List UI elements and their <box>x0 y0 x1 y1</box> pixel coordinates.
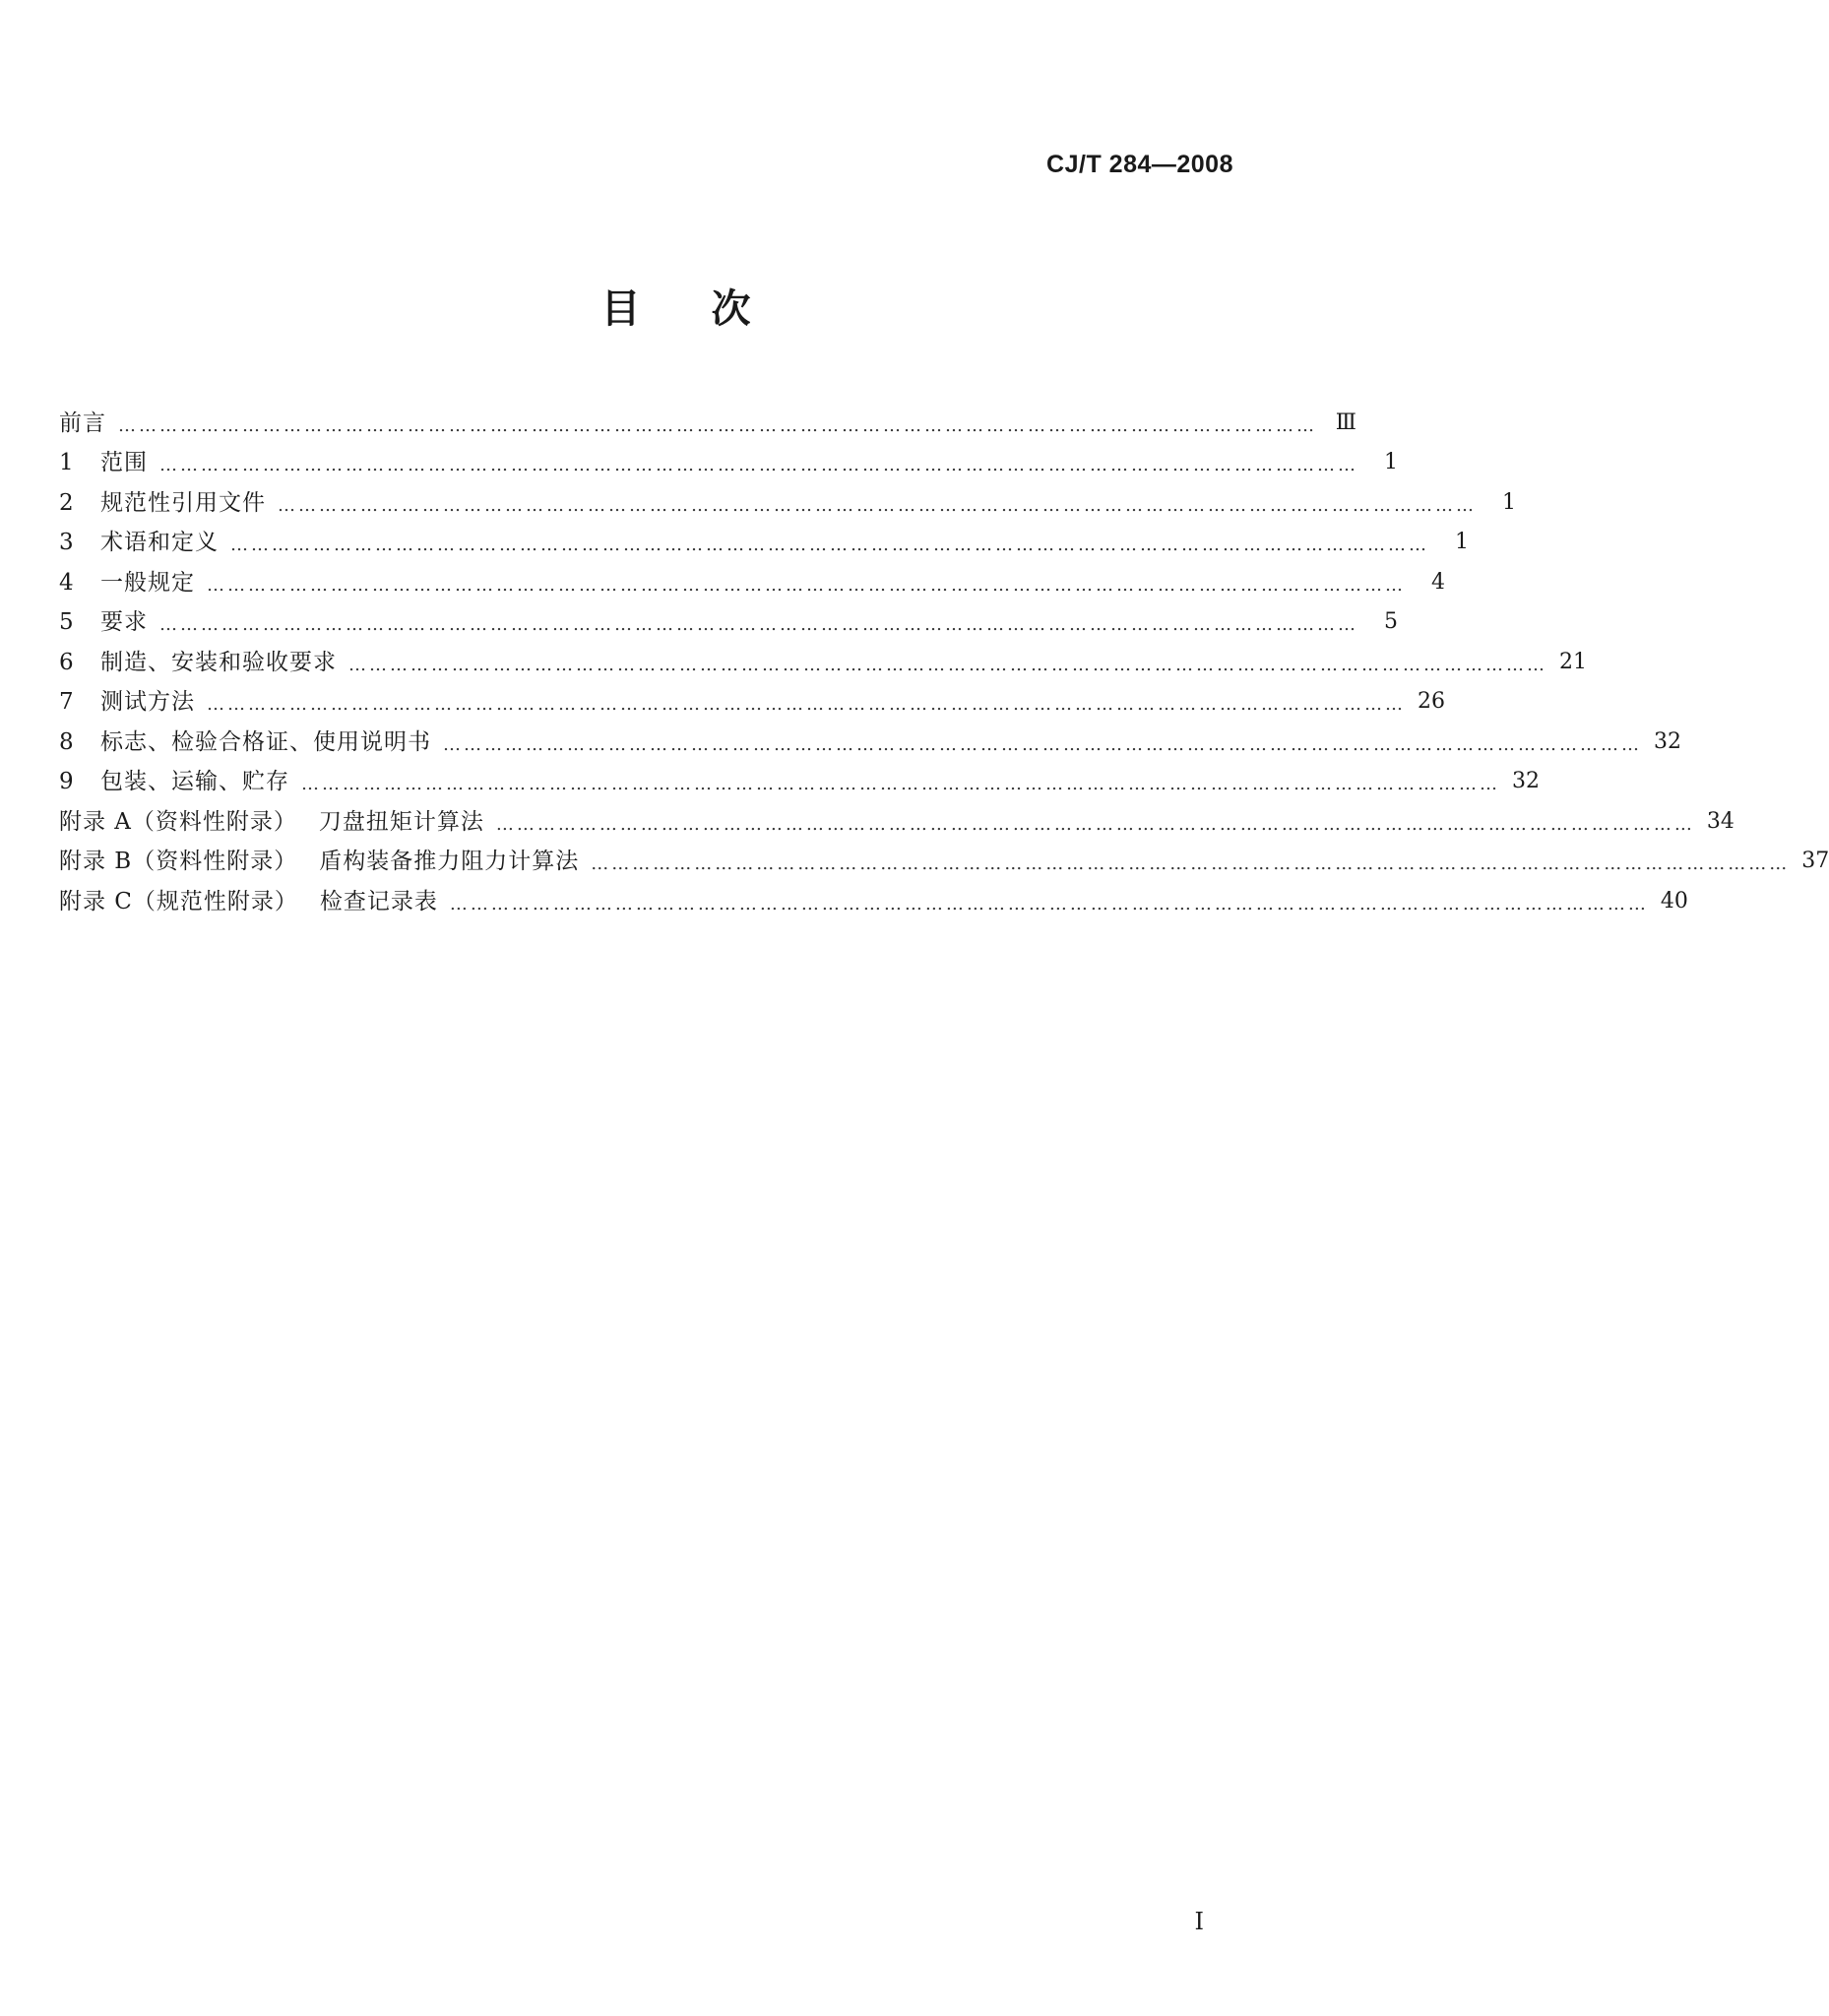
toc-entry-page: 1 <box>1455 530 1469 554</box>
toc-entry-title: 附录 B（资料性附录） <box>59 849 298 874</box>
toc-entry-number: 6 <box>59 649 74 675</box>
toc-leader-dots: ………………………………………………………………………………………………………………………………………………………… <box>495 813 1695 835</box>
toc-entry-requirements[interactable] <box>59 598 1398 638</box>
toc-leader-dots: ………………………………………………………………………………………………………………………………………………………… <box>230 535 1429 555</box>
toc-entry-number: 7 <box>59 689 74 715</box>
toc-entry-page: 5 <box>1384 609 1398 634</box>
toc-entry-subtitle: 检查记录表 <box>319 888 438 914</box>
toc-entry-subtitle: 刀盘扭矩计算法 <box>318 808 484 835</box>
toc-entry-scope[interactable] <box>59 438 1398 478</box>
toc-entry-page: 21 <box>1559 649 1587 674</box>
toc-title: 目次 <box>600 286 822 332</box>
standard-code: CJ/T 284—2008 <box>1046 151 1233 178</box>
toc-entry-test-methods[interactable] <box>59 677 1445 718</box>
toc-entry-marking[interactable] <box>59 717 1681 757</box>
toc-entry-foreword[interactable] <box>59 398 1356 438</box>
toc-entry-annex-a[interactable] <box>59 796 1734 837</box>
toc-entry-normative-references[interactable] <box>59 477 1516 518</box>
toc-entry-title: 测试方法 <box>100 689 195 715</box>
toc-entry-number: 1 <box>59 450 74 475</box>
toc-leader-dots: ………………………………………………………………………………………………………………………………………………………… <box>207 694 1406 715</box>
toc-entry-number: 3 <box>59 530 74 555</box>
toc-entry-title: 附录 C（规范性附录） <box>59 888 298 914</box>
toc-entry-title: 制造、安装和验收要求 <box>100 649 337 675</box>
toc-entry-number: 5 <box>59 609 74 635</box>
toc-entry-general-provisions[interactable] <box>59 557 1445 598</box>
toc-entry-page: 4 <box>1431 569 1445 595</box>
toc-leader-dots: ………………………………………………………………………………………………………………………………………………………… <box>449 893 1649 914</box>
toc-entry-page: 1 <box>1502 489 1516 515</box>
toc-entry-number: 2 <box>59 489 74 516</box>
toc-entry-title: 要求 <box>100 609 148 635</box>
toc-entry-page: 40 <box>1660 888 1688 914</box>
toc-leader-dots: ………………………………………………………………………………………………………………………………………………………… <box>348 654 1547 675</box>
toc-entry-title: 一般规定 <box>100 569 195 596</box>
toc-entry-page: 26 <box>1418 689 1445 714</box>
toc-entry-page: 37 <box>1801 849 1829 873</box>
toc-entry-annex-b[interactable] <box>59 837 1829 877</box>
toc-entry-annex-c[interactable] <box>59 876 1688 916</box>
toc-entry-packaging[interactable] <box>59 757 1540 797</box>
toc-entry-title: 标志、检验合格证、使用说明书 <box>100 728 431 755</box>
toc-entry-page: 34 <box>1706 808 1734 834</box>
toc-entry-title: 范围 <box>100 450 148 475</box>
toc-leader-dots: ………………………………………………………………………………………………………………………………………………………… <box>159 614 1358 635</box>
toc-entry-title: 前言 <box>59 410 106 436</box>
toc-entry-page: 32 <box>1654 728 1681 754</box>
toc-entry-page: 1 <box>1384 450 1398 474</box>
toc-leader-dots: ………………………………………………………………………………………………………………………………………………………… <box>278 494 1477 516</box>
page-number: I <box>1194 1908 1204 1935</box>
toc-entry-title: 术语和定义 <box>100 530 219 555</box>
toc-leader-dots: ………………………………………………………………………………………………………………………………………………………… <box>118 414 1317 436</box>
toc-leader-dots: ………………………………………………………………………………………………………………………………………………………… <box>301 774 1500 794</box>
toc-entry-number: 4 <box>59 569 74 596</box>
toc-entry-title: 附录 A（资料性附录） <box>59 808 297 835</box>
toc-entry-number: 8 <box>59 728 74 755</box>
toc-entry-title: 包装、运输、贮存 <box>100 769 289 794</box>
toc-entry-manufacture-installation[interactable] <box>59 637 1587 677</box>
toc-leader-dots: ………………………………………………………………………………………………………………………………………………………… <box>591 853 1791 874</box>
table-of-contents <box>59 398 1829 916</box>
toc-entry-number: 9 <box>59 769 74 794</box>
toc-entry-title: 规范性引用文件 <box>100 489 266 516</box>
toc-entry-subtitle: 盾构装备推力阻力计算法 <box>319 849 580 874</box>
toc-leader-dots: ………………………………………………………………………………………………………………………………………………………… <box>159 455 1358 475</box>
toc-entry-page: 32 <box>1512 769 1540 793</box>
toc-entry-terms-definitions[interactable] <box>59 518 1469 558</box>
toc-entry-page: Ⅲ <box>1335 410 1356 435</box>
toc-leader-dots: ………………………………………………………………………………………………………………………………………………………… <box>443 733 1642 755</box>
toc-leader-dots: ………………………………………………………………………………………………………………………………………………………… <box>207 574 1406 596</box>
